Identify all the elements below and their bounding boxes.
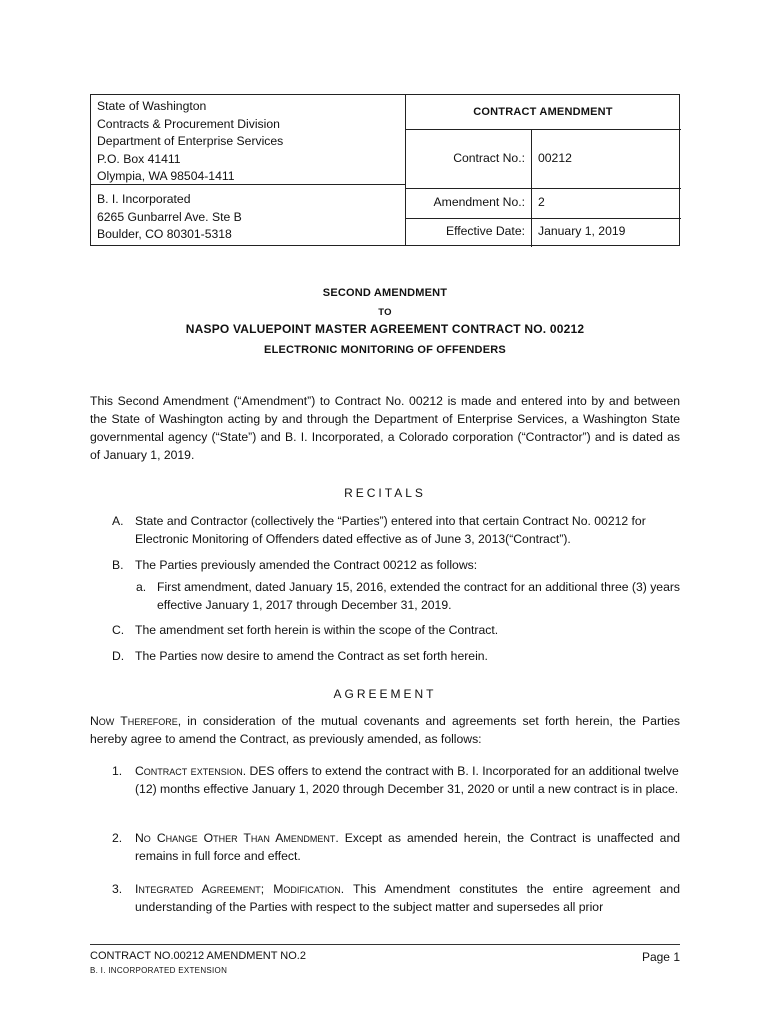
intro-paragraph: This Second Amendment (“Amendment”) to Contract No. 00212 is made and entered into by and between the State of Washington acting by and through the Department of Enterprise Services, a Washington State governmental agency (“State”) and B. I. Incorporated, a Colorado corporation (“Contractor”) and is dated as of January 1, 2019. <box>90 394 680 462</box>
item-marker: 1. <box>112 764 123 778</box>
item-lead: Integrated Agreement; Modification. <box>135 882 345 896</box>
address-line: State of Washington <box>97 99 207 113</box>
item-text: The amendment set forth herein is within the scope of the Contract. <box>135 623 499 637</box>
item-body: DES offers to extend the contract with B. I. Incorporated for an additional twelve (12) months effective January 1, 2020 through December 31, 2020 or until a new contract is in place. <box>135 764 679 796</box>
address-line: Contracts & Procurement Division <box>97 116 280 131</box>
contract-no-label: Contract No.: <box>453 151 525 165</box>
title-line: SECOND AMENDMENT <box>322 287 448 299</box>
table-divider <box>405 218 681 219</box>
effective-date-label: Effective Date: <box>445 224 525 238</box>
item-body: Except as amended herein, the Contract is unaffected and remains in full force and effect. <box>135 831 681 863</box>
item-text: First amendment, dated January 15, 2016, extended the contract for an additional three (3) years effective January 1, 2017 through December 31, 2019. <box>157 580 681 612</box>
amendment-no-label: Amendment No.: <box>433 195 525 209</box>
title-line: ELECTRONIC MONITORING OF OFFENDERS <box>264 344 506 356</box>
address-line: B. I. Incorporated <box>97 192 191 206</box>
contract-amendment-heading: CONTRACT AMENDMENT <box>473 106 613 118</box>
effective-date-value: January 1, 2019 <box>538 224 626 238</box>
item-marker: B. <box>112 558 124 572</box>
now-therefore-lead: Now Therefore, <box>90 714 182 728</box>
item-text: The Parties previously amended the Contract 00212 as follows: <box>135 558 478 572</box>
contractor-address <box>97 191 242 244</box>
table-divider <box>405 188 681 189</box>
item-text <box>135 880 680 916</box>
item-lead: No Change Other Than Amendment. <box>135 831 339 845</box>
footer-divider <box>90 944 680 945</box>
state-address <box>97 98 283 186</box>
recitals-heading: RECITALS <box>344 486 426 500</box>
header-table <box>90 94 680 246</box>
footer-contract-ref: CONTRACT NO.00212 AMENDMENT NO.2 <box>90 950 306 962</box>
item-text <box>135 762 680 798</box>
table-divider <box>531 129 532 247</box>
now-therefore-text: in consideration of the mutual covenants and agreements set forth herein, the Parties hereby agree to amend the Contract, as previously amended, as follows: <box>90 714 680 746</box>
item-marker: a. <box>136 580 147 594</box>
title-line: TO <box>378 307 392 318</box>
address-line: Olympia, WA 98504-1411 <box>97 169 235 183</box>
title-line: NASPO VALUEPOINT MASTER AGREEMENT CONTRACT NO. 00212 <box>185 322 585 336</box>
item-lead: Contract extension. <box>135 764 247 778</box>
footer-subtitle: B. I. INCORPORATED EXTENSION <box>90 966 228 975</box>
address-line: Boulder, CO 80301-5318 <box>97 227 232 241</box>
item-marker: D. <box>112 649 125 663</box>
now-therefore-paragraph <box>90 712 680 748</box>
table-divider <box>405 129 681 130</box>
item-marker: 2. <box>112 831 123 845</box>
item-text <box>135 829 680 865</box>
amendment-no-value: 2 <box>538 195 545 209</box>
item-marker: A. <box>112 514 124 528</box>
address-line: 6265 Gunbarrel Ave. Ste B <box>97 209 242 224</box>
address-line: P.O. Box 41411 <box>97 151 181 166</box>
item-body: This Amendment constitutes the entire agreement and understanding of the Parties with respect to the subject matter and supersedes all prior <box>135 882 680 914</box>
contract-no-value: 00212 <box>538 151 572 165</box>
item-marker: 3. <box>112 882 123 896</box>
address-line: Department of Enterprise Services <box>97 134 284 148</box>
page-number: Page 1 <box>641 950 680 964</box>
agreement-heading: AGREEMENT <box>333 687 437 701</box>
item-text: State and Contractor (collectively the “Parties”) entered into that certain Contract No. 00212 for Electronic Monitoring of Offenders dated effective as of June 3, 2013(“Contract”). <box>135 514 646 546</box>
item-text: The Parties now desire to amend the Contract as set forth herein. <box>135 649 488 663</box>
item-marker: C. <box>112 623 125 637</box>
